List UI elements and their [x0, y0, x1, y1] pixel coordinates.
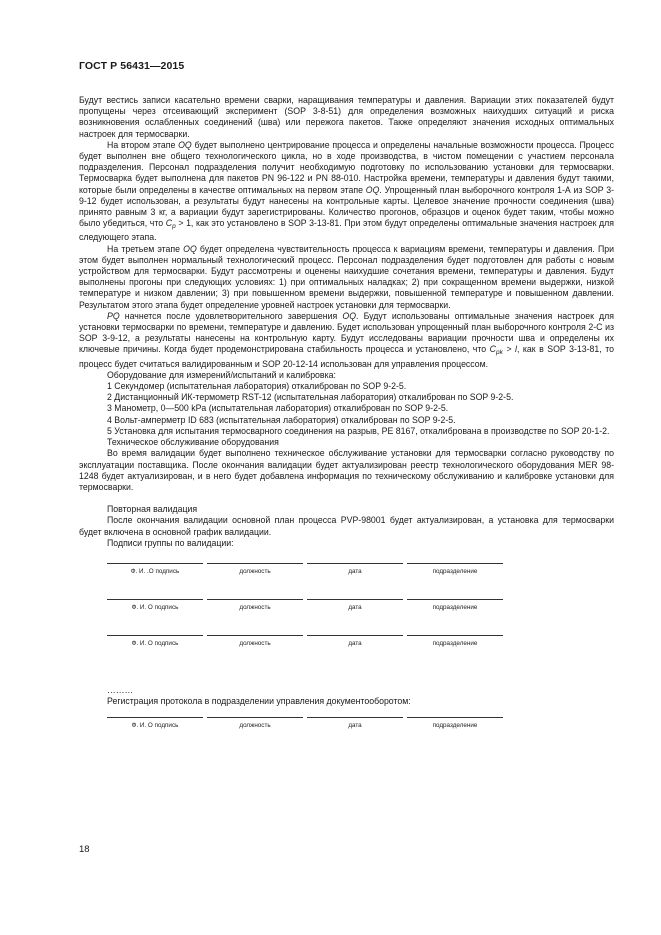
date-line[interactable]: [307, 563, 403, 564]
equipment-item: 2 Дистанционный ИК-термометр RST-12 (испытательная лаборатория) откалиброван по SOP 9-2-5.: [107, 392, 514, 403]
revalidation-text: После окончания валидации основной план процесса PVP-98001 будет актуализирован, а установка для термосварки будет включена в основной график валидации.: [79, 515, 614, 537]
date-line[interactable]: [307, 717, 403, 718]
equipment-item: 4 Вольт-амперметр ID 683 (испытательная лаборатория) откалиброван по SOP 9-2-5.: [107, 414, 456, 425]
equipment-item: 5 Установка для испытания термосварного соединения на разрыв, PE 8167, откалибрована в производстве по SOP 20-1-2.: [107, 425, 610, 436]
department-line[interactable]: [407, 599, 503, 600]
signature-row: Ф. И. .О подпись должность дата подразделение: [79, 555, 614, 591]
document-body: [79, 95, 614, 745]
equipment-item: 1 Секундомер (испытательная лаборатория) откалиброван по SOP 9-2-5.: [107, 381, 407, 392]
paragraph-4: PQ начнется после удовлетворительного завершения OQ. Будут использованы оптимальные значения настроек для установки термосварки по времени, температуре и давлению. Будет использован упрощенный план выборочного контроля 2-С из SOP 3-9-12, а результаты нанесены на контрольную карту. Будут исследованы вариации прочности шва и определены их ключевые причины. Когда будет продемонстрирована стабильность процесса и установлено, что $C_{pk} > l$, как в SOP 3-13-81, то процесс будет считаться валидированным и SOP 20-12-14 использован для управления процессом.: [79, 310, 615, 369]
equipment-title: Оборудование для измерений/испытаний и калибровка:: [107, 369, 336, 380]
date-line[interactable]: [307, 599, 403, 600]
paragraph-1: Будут вестись записи касательно времени сварки, наращивания температуры и давления. Вариации этих показателей будут пропущены через отсеивающий эксперимент (SOP 3-8-51) для определения возможных наихудших ситуаций и риска возникновения ослабленных соединений (шва) или пережога пакетов. Также определяют значения исходных оптимальных настроек для термосварки.: [79, 95, 614, 139]
page-number: 18: [79, 844, 90, 855]
maintenance-text: Во время валидации будет выполнено техническое обслуживание установки для термосварки согласно руководству по эксплуатации поставщика. После окончания валидации будет актуализирован реестр технологического оборудования MER 98-1248 будет актуализирован, и в него будет добавлена информация по техническому обслуживанию и калибровке установки для термосварки.: [79, 448, 614, 492]
position-line[interactable]: [207, 563, 303, 564]
signature-line[interactable]: [107, 635, 203, 636]
position-line[interactable]: [207, 717, 303, 718]
paragraph-3: На третьем этапе OQ будет определена чувствительность процесса к вариациям времени, температуры и давления. При этом будет выполнен нормальный технологический процесс. Персонал подразделения будет подготовлен для работы с новым устройством для термосварки. Будут рассмотрены и оценены наихудшие сочетания времени, температуры и давления. Будут выполнены прогоны при следующих условиях: 1) при оптимальных наладках; 2) при сокращенном времени выдержки, низкой температуре и низком давлении; 3) при повышенном времени выдержки, повышенной температуре и повышенном давлении. Результатом этого этапа будет определение уровней настроек установки для термосварки.: [79, 243, 614, 310]
position-line[interactable]: [207, 635, 303, 636]
department-line[interactable]: [407, 563, 503, 564]
signature-line[interactable]: [107, 599, 203, 600]
ellipsis: ………: [107, 684, 134, 695]
document-header: ГОСТ Р 56431—2015: [79, 60, 185, 72]
department-line[interactable]: [407, 635, 503, 636]
signature-row: Ф. И. О подпись должность дата подразделение: [79, 709, 614, 745]
signature-row: Ф. И. О подпись должность дата подразделение: [79, 627, 614, 663]
department-line[interactable]: [407, 717, 503, 718]
maintenance-title: Техническое обслуживание оборудования: [107, 437, 279, 448]
signature-line[interactable]: [107, 563, 203, 564]
signature-row: Ф. И. О подпись должность дата подразделение: [79, 591, 614, 627]
equipment-item: 3 Манометр, 0—500 kPa (испытательная лаборатория) откалиброван по SOP 9-2-5.: [107, 403, 449, 414]
paragraph-2: На втором этапе OQ будет выполнено центрирование процесса и определены начальные возможности процесса. Процесс будет выполнен вне общего технологического цикла, но в ходе производства, в чистом помещении с участием персонала подразделения. Персонал подразделения получит необходимую подготовку по использованию установки для термосварки. Термосварка будет выполнена для пакетов PN 96-122 и PN 88-010. Настройка времени, температуры и давления будут такими, которые были определены в качестве оптимальных на первом этапе OQ. Упрощенный план выборочного контроля 1-А из SOP 3-9-12 будет использован, а результаты будут нанесены на контрольные карты. Целевое значение прочности соединения (шва) принято равным 3 кг, а вариации будут зарегистрированы. Количество прогонов, образцов и оценок будет таким, чтобы можно было убедиться, что $C_p > 1$, как это установлено в SOP 3-13-81. При этом будут определены оптимальные значения настроек для следующего этапа.: [79, 139, 615, 243]
registration-title: Регистрация протокола в подразделении управления документооборотом:: [107, 696, 411, 707]
signature-line[interactable]: [107, 717, 203, 718]
position-line[interactable]: [207, 599, 303, 600]
date-line[interactable]: [307, 635, 403, 636]
signatures-title: Подписи группы по валидации:: [107, 537, 234, 548]
revalidation-title: Повторная валидация: [107, 504, 198, 515]
